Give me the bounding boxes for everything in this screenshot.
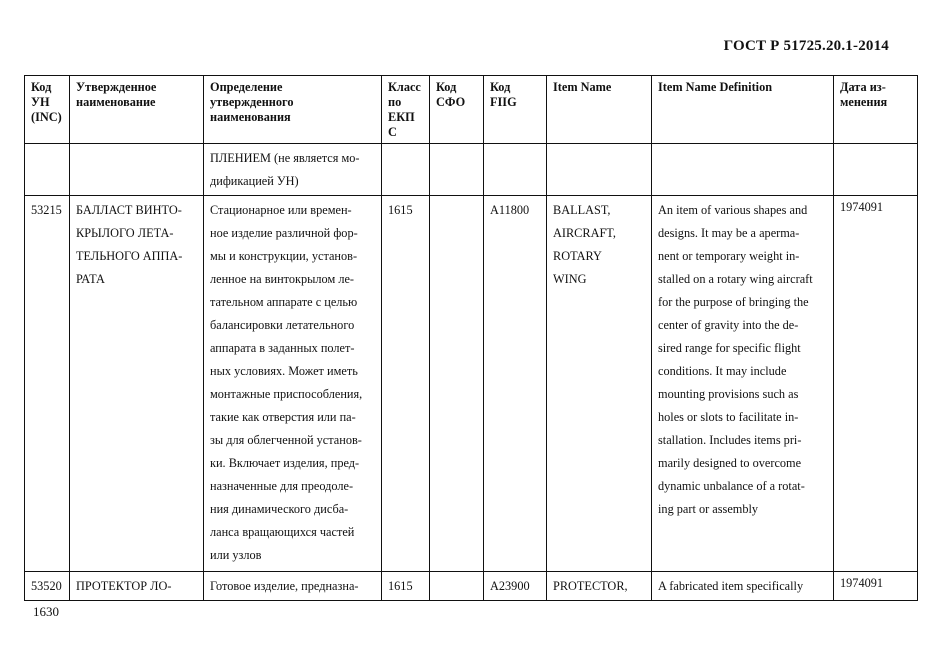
definition [204,196,382,572]
text-line: PROTECTOR, [553,579,628,593]
text-line: FIIG [490,95,517,109]
table-row [25,196,918,572]
text-line: менения [840,95,888,109]
text-line: БАЛЛАСТ ВИНТО- [76,203,182,217]
text-line: наименования [210,110,291,124]
text-line: Дата из- [840,80,886,94]
item-name [547,572,652,601]
text-line: ПЛЕНИЕМ (не является мо- [210,151,360,165]
inc-code: 53520 [25,572,70,601]
col-header-definition [204,76,382,144]
sfo-code [430,572,484,601]
text-line: for the purpose of bringing the [658,295,809,309]
change-date: 1974091 [834,196,918,572]
text-line: утвержденного [210,95,294,109]
text-line: УН [31,95,50,109]
text-line: ланса вращающихся частей [210,525,355,539]
col-header-inc [25,76,70,144]
text-line: ing part or assembly [658,502,759,516]
text-line: СФО [436,95,466,109]
text-line: marily designed to overcome [658,456,802,470]
text-line: ных условиях. Может иметь [210,364,358,378]
col-header-item-definition [652,76,834,144]
text-line: Утвержденное [76,80,157,94]
text-line: BALLAST, [553,203,611,217]
document-title: ГОСТ Р 51725.20.1-2014 [723,38,889,54]
col-header-item-name [547,76,652,144]
text-line: аппарата в заданных полет- [210,341,355,355]
text-line: наименование [76,95,156,109]
text-line: nent or temporary weight in- [658,249,800,263]
text-line: ное изделие различной фор- [210,226,358,240]
nomenclature-table [24,75,918,601]
text-line: ПРОТЕКТОР ЛО- [76,579,172,593]
text-line: по [388,95,402,109]
table-header-row [25,76,918,144]
approved-name [70,572,204,601]
text-line: Готовое изделие, предназна- [210,579,359,593]
text-line: holes or slots to facilitate in- [658,410,799,424]
text-line: дификацией УН) [210,174,299,188]
definition [204,572,382,601]
text-line: монтажные приспособления, [210,387,363,401]
item-name-definition [652,572,834,601]
continuation-row [25,144,918,196]
text-line: балансировки летательного [210,318,355,332]
text-line: назначенные для преодоле- [210,479,354,493]
text-line: ленное на винтокрылом ле- [210,272,355,286]
text-line: тательном аппарате с целью [210,295,358,309]
sfo-code [430,196,484,572]
text-line: такие как отверстия или па- [210,410,356,424]
text-line: dynamic unbalance of a rotat- [658,479,805,493]
text-line: С [388,125,397,139]
text-line: мы и конструкции, установ- [210,249,358,263]
item-name-definition [652,196,834,572]
text-line: Код [490,80,511,94]
text-line: ки. Включает изделия, пред- [210,456,360,470]
change-date: 1974091 [834,572,918,601]
inc-code: 53215 [25,196,70,572]
text-line: Item Name Definition [658,80,773,94]
col-header-change-date [834,76,918,144]
col-header-approved-name [70,76,204,144]
text-line: ROTARY [553,249,602,263]
text-line: mounting provisions such as [658,387,799,401]
text-line: designs. It may be a aperma- [658,226,800,240]
table-row [25,572,918,601]
text-line: КРЫЛОГО ЛЕТА- [76,226,174,240]
continued-definition [204,144,382,196]
text-line: Код [31,80,52,94]
page-number: 1630 [33,604,59,619]
col-header-fiig [484,76,547,144]
text-line: stalled on a rotary wing aircraft [658,272,813,286]
col-header-sfo [430,76,484,144]
text-line: Определение [210,80,283,94]
text-line: или узлов [210,548,262,562]
text-line: A fabricated item specifically [658,579,804,593]
col-header-ekps-class [382,76,430,144]
text-line: РАТА [76,272,105,286]
text-line: WING [553,272,587,286]
text-line: sired range for specific flight [658,341,801,355]
text-line: Класс [388,80,421,94]
text-line: An item of various shapes and [658,203,808,217]
text-line: зы для облегченной установ- [210,433,362,447]
text-line: ЕКП [388,110,415,124]
fiig-code: A11800 [484,196,547,572]
fiig-code: A23900 [484,572,547,601]
text-line: AIRCRAFT, [553,226,616,240]
text-line: (INC) [31,110,62,124]
text-line: Item Name [553,80,612,94]
item-name [547,196,652,572]
text-line: stallation. Includes items pri- [658,433,802,447]
text-line: ния динамического дисба- [210,502,349,516]
text-line: ТЕЛЬНОГО АППА- [76,249,183,263]
text-line: center of gravity into the de- [658,318,799,332]
text-line: Стационарное или времен- [210,203,352,217]
approved-name [70,196,204,572]
text-line: Код [436,80,457,94]
text-line: conditions. It may include [658,364,787,378]
ekps-class: 1615 [382,572,430,601]
ekps-class: 1615 [382,196,430,572]
